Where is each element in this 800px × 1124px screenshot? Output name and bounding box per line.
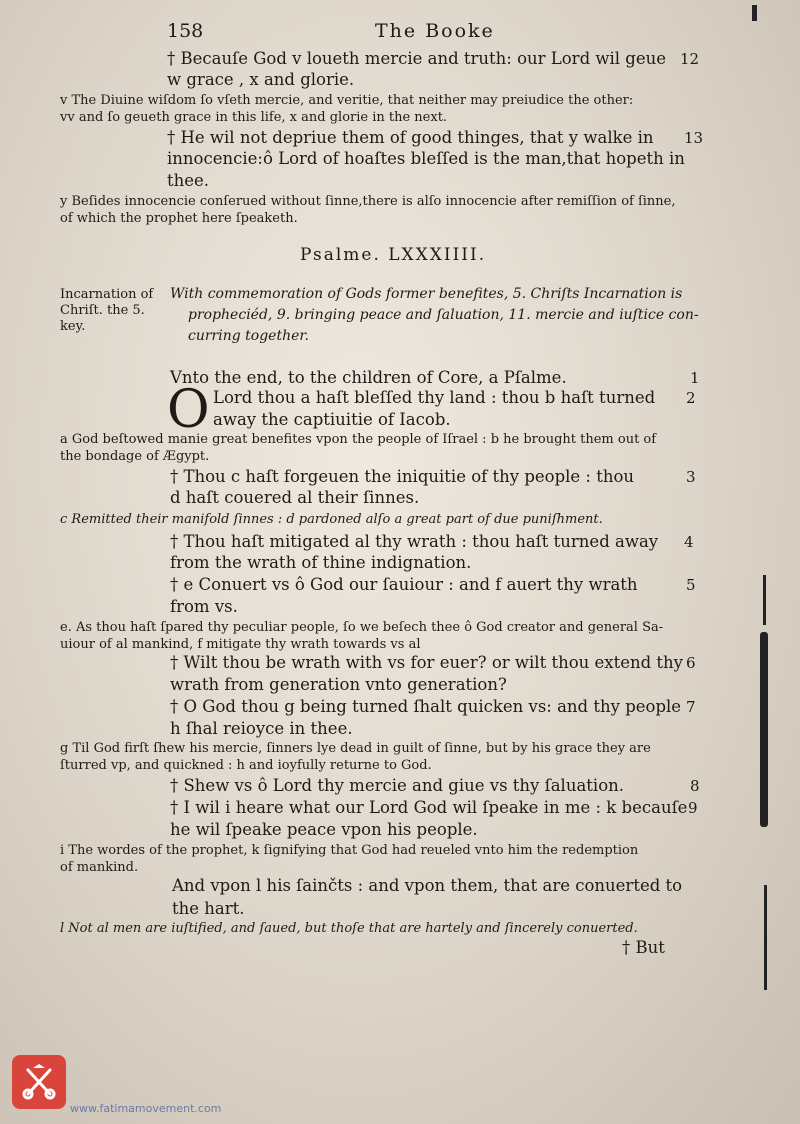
verse-number-4: 4 (684, 533, 694, 551)
verse-9-line-1: † I wil i heare what our Lord God wil ſpeake in me : k becauſe (170, 798, 688, 817)
verse-12-line-2: w grace , x and glorie. (167, 70, 355, 89)
note-ef-2: uiour of al mankind, f mitigate thy wrath towards vs al (60, 637, 421, 652)
note-vwx-1: v The Diuine wiſdom ſo vſeth mercie, and veritie, that neither may preiudice the other: (60, 93, 634, 108)
note-ik-2: of mankind. (60, 860, 139, 875)
note-ab-2: the bondage of Ægypt. (60, 449, 210, 464)
margin-mark-top (752, 5, 757, 21)
verse-number-6: 6 (686, 654, 696, 672)
argument-line-1: With commemoration of Gods former benefites, 5. Chriſts Incarnation is (170, 286, 683, 302)
verse-number-1: 1 (690, 369, 700, 387)
page-number: 158 (167, 20, 204, 42)
verse-number-13: 13 (684, 129, 704, 147)
note-gh-2: ſturred vp, and quickned : h and ioyfully returne to God. (60, 758, 432, 773)
verse-12-line-1: † Becauſe God v loueth mercie and truth: our Lord wil geue (167, 49, 667, 68)
margin-mark-mid (763, 575, 766, 625)
verse-5-line-2: from vs. (170, 597, 238, 616)
verse-1: Vnto the end, to the children of Core, a Pſalme. (170, 368, 567, 387)
verse-13-line-2: innocencie:ô Lord of hoaſtes bleſſed is the man,that hopeth in (167, 149, 685, 168)
verse-number-8: 8 (690, 777, 700, 795)
running-title: The Booke (375, 20, 495, 42)
note-ef-1: e. As thou haſt ſpared thy peculiar people, ſo we beſech thee ô God creator and general Sa- (60, 620, 664, 635)
drop-cap: O (167, 380, 210, 440)
note-l: l Not al men are iuſtified, and ſaued, but thoſe that are hartely and ſincerely conuerted. (60, 921, 638, 936)
verse-13-line-3: thee. (167, 171, 210, 190)
verse-3-line-1: † Thou c haſt forgeuen the iniquitie of thy people : thou (170, 467, 635, 486)
note-vwx-2: vv and ſo geueth grace in this life, x and glorie in the next. (60, 110, 448, 125)
verse-2-line-2: away the captiuitie of Iacob. (213, 410, 451, 429)
verse-4-line-2: from the wrath of thine indignation. (170, 553, 472, 572)
verse-number-3: 3 (686, 468, 696, 486)
verse-number-2: 2 (686, 389, 696, 407)
verse-6-line-2: wrath from generation vnto generation? (170, 675, 507, 694)
note-gh-1: g Til God firſt ſhew his mercie, ſinners lye dead in guilt of ſinne, but by his grace they are (60, 741, 651, 756)
verse-7-line-1: † O God thou g being turned ſhalt quicken vs: and thy people (170, 697, 682, 716)
catchword: † But (622, 938, 665, 957)
verse-9-line-2: he wil ſpeake peace vpon his people. (170, 820, 478, 839)
verse-number-7: 7 (686, 698, 696, 716)
verse-4-line-1: † Thou haſt mitigated al thy wrath : thou haſt turned away (170, 532, 659, 551)
verse-7-line-2: h ſhal reioyce in thee. (170, 719, 353, 738)
verse-5-line-1: † e Conuert vs ô God our ſauiour : and f auert thy wrath (170, 575, 638, 594)
verse-number-9: 9 (688, 799, 698, 817)
argument-line-3: curring together. (188, 328, 309, 344)
crossed-keys-logo (12, 1055, 66, 1109)
verse-13-line-1: † He wil not depriue them of good thinges, that y walke in (167, 128, 654, 147)
verse-8: † Shew vs ô Lord thy mercie and giue vs thy ſaluation. (170, 776, 625, 795)
margin-mark-bottom (764, 885, 767, 990)
argument-line-2: propheciéd, 9. bringing peace and ſaluation, 11. mercie and iuſtice con- (188, 307, 699, 323)
crossed-keys-icon (19, 1062, 59, 1102)
psalm-title: Psalme. LXXXIIII. (300, 245, 487, 265)
margin-mark-binding (760, 632, 768, 827)
verse-3-line-2: d haſt couered al their ſinnes. (170, 488, 420, 507)
note-y-1: y Beſides innocencie conſerued without ſinne,there is alſo innocencie after remiſſion of ſinne, (60, 194, 676, 209)
verse-9b-line-1: And vpon l his ſainčts : and vpon them, that are conuerted to (172, 876, 683, 895)
verse-2-line-1: Lord thou a haſt bleſſed thy land : thou b haſt turned (213, 388, 656, 407)
note-y-2: of which the prophet here ſpeaketh. (60, 211, 298, 226)
note-cd: c Remitted their manifold ſinnes : d pardoned alſo a great part of due puniſhment. (60, 512, 603, 527)
verse-number-12: 12 (680, 50, 700, 68)
note-ab-1: a God beſtowed manie great benefites vpon the people of Iſrael : b he brought them out of (60, 432, 657, 447)
verse-number-5: 5 (686, 576, 696, 594)
watermark-url: www.fatimamovement.com (70, 1102, 222, 1115)
verse-9b-line-2: the hart. (172, 899, 245, 918)
verse-6-line-1: † Wilt thou be wrath with vs for euer? or wilt thou extend thy (170, 653, 683, 672)
side-note: Incarnation of Chriſt. the 5. key. (60, 287, 154, 334)
note-ik-1: i The wordes of the prophet, k ſignifying that God had reueled vnto him the redemption (60, 843, 639, 858)
